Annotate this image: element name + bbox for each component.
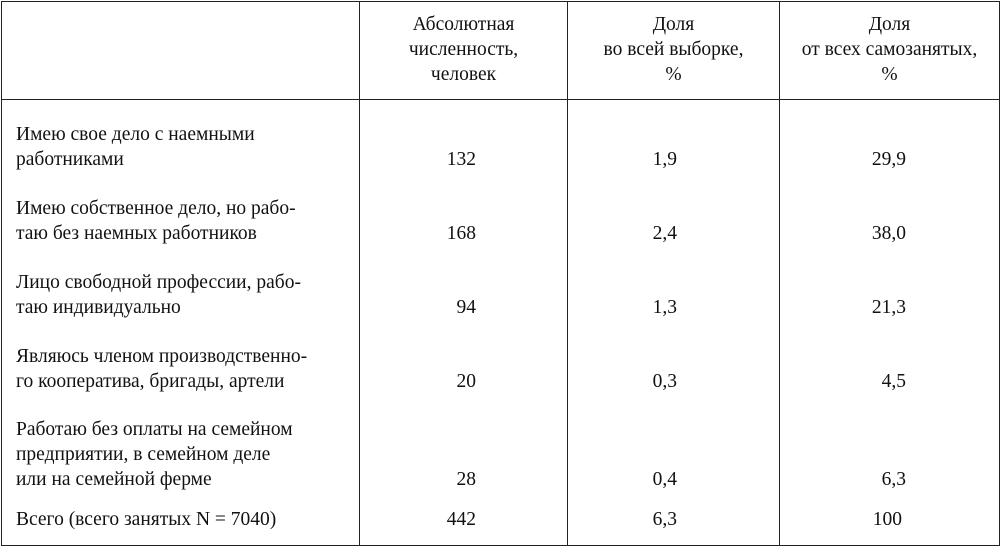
row-label-line: Работаю без оплаты на семейном [16,418,293,440]
row-label-line: Имею собственное дело, но рабо- [16,197,296,219]
cell-share-self: 21,3 [780,246,1000,320]
row-label-line: го кооператива, бригады, артели [16,370,285,392]
row-label-line: Являюсь членом производственно- [16,345,308,367]
header-share-sample-line-3: % [665,64,682,85]
self-employment-table [1,1,1000,546]
cell-share-sample: 6,3 [568,492,780,546]
table-row [2,172,1000,246]
cell-share-sample: 2,4 [568,172,780,246]
header-share-sample-line-1: Доля [652,14,695,35]
row-label [2,172,360,246]
cell-share-self: 6,3 [780,394,1000,492]
header-share-sample [568,2,780,100]
cell-absolute: 94 [360,246,568,320]
row-label-line: работниками [16,148,124,170]
cell-absolute: 132 [360,100,568,172]
header-share-self-line-3: % [881,64,898,85]
header-label-cell [2,2,360,100]
cell-absolute: 20 [360,320,568,394]
row-label-line: Лицо свободной профессии, рабо- [16,271,301,293]
cell-absolute: 168 [360,172,568,246]
cell-share-self: 38,0 [780,172,1000,246]
header-absolute-line-2: численность, [408,39,519,60]
row-label [2,492,360,546]
cell-share-sample: 0,3 [568,320,780,394]
row-label [2,246,360,320]
row-label-line: таю индивидуально [16,296,181,318]
table-total-row [2,492,1000,546]
row-label-line: Всего (всего занятых N = 7040) [16,509,277,530]
cell-share-sample: 1,3 [568,246,780,320]
header-absolute-line-3: человек [430,64,497,85]
table-row [2,246,1000,320]
row-label-line: предприятии, в семейном деле [16,443,271,465]
cell-share-self: 4,5 [780,320,1000,394]
header-share-self-line-1: Доля [868,14,911,35]
header-absolute-line-1: Абсолютная [412,14,515,35]
cell-absolute: 442 [360,492,568,546]
header-absolute [360,2,568,100]
cell-share-sample: 1,9 [568,100,780,172]
row-label-line: таю без наемных работников [16,222,257,244]
header-share-sample-line-2: во всей выборке, [603,39,744,60]
row-label [2,320,360,394]
row-label [2,394,360,492]
table-row [2,394,1000,492]
cell-share-self: 100 [780,492,1000,546]
row-label [2,100,360,172]
cell-absolute: 28 [360,394,568,492]
cell-share-sample: 0,4 [568,394,780,492]
row-label-line: или на семейной ферме [16,468,212,490]
cell-share-self: 29,9 [780,100,1000,172]
header-row [2,2,1000,100]
table-row [2,100,1000,172]
header-share-self [780,2,1000,100]
row-label-line: Имею свое дело с наемными [16,123,255,145]
header-share-self-line-2: от всех самозанятых, [801,39,978,60]
table-row [2,320,1000,394]
